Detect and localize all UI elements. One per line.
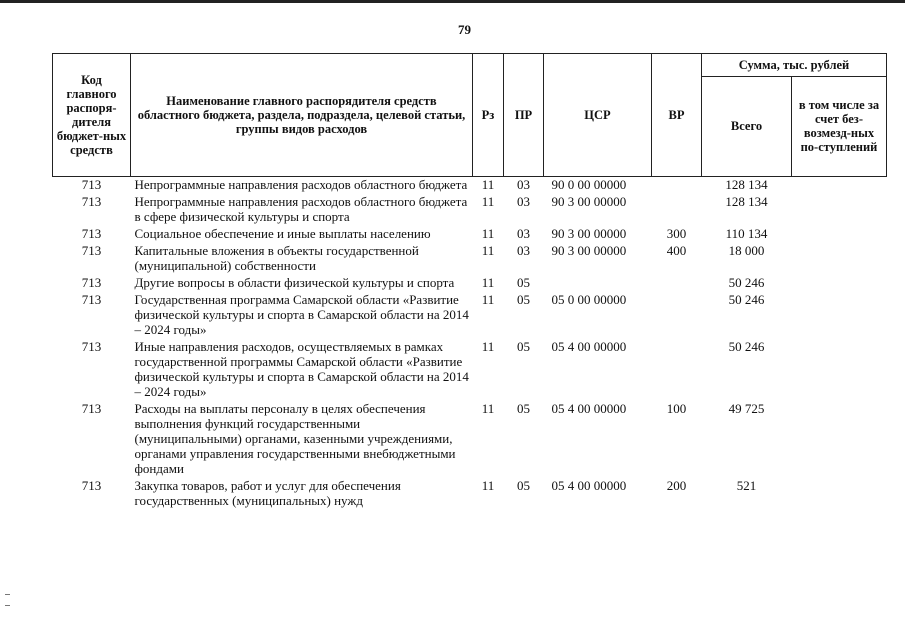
cell-rz: 11: [481, 243, 495, 258]
cell-rz: 11: [481, 194, 495, 209]
table-row: [53, 177, 887, 195]
cell-pr: 03: [517, 226, 530, 241]
cell-csr: 05 0 00 00000: [551, 292, 627, 307]
scan-artifact-mark: [5, 605, 10, 606]
cell-free: [792, 226, 887, 243]
cell-csr: 05 4 00 00000: [551, 401, 627, 416]
cell-free: [792, 194, 887, 226]
header-csr: ЦСР: [544, 54, 652, 177]
cell-pr: 03: [517, 194, 530, 209]
cell-code: 713: [81, 243, 102, 258]
cell-csr: 05 4 00 00000: [551, 478, 627, 493]
cell-code: 713: [81, 401, 102, 416]
header-code: Код главного распоря-дителя бюджет-ных средств: [53, 54, 131, 177]
cell-code: 713: [81, 478, 102, 493]
table-row: [53, 243, 887, 275]
header-vr: ВР: [652, 54, 702, 177]
cell-name: Другие вопросы в области физической культуры и спорта: [134, 275, 455, 290]
cell-rz: 11: [481, 478, 495, 493]
cell-rz: 11: [481, 177, 495, 192]
cell-rz: 11: [481, 339, 495, 354]
cell-total: 49 725: [728, 401, 765, 416]
cell-rz: 11: [481, 226, 495, 241]
cell-name: Непрограммные направления расходов областного бюджета в сфере физической культуры и спорта: [134, 194, 468, 224]
cell-vr: [652, 339, 702, 401]
cell-total: 50 246: [728, 275, 765, 290]
cell-vr: [652, 177, 702, 195]
cell-free: [792, 292, 887, 339]
top-border-line: [0, 0, 905, 3]
page-number: 79: [458, 22, 471, 37]
table-row: [53, 194, 887, 226]
table-row: [53, 478, 887, 510]
cell-free: [792, 339, 887, 401]
cell-pr: 05: [517, 292, 530, 307]
cell-total: 110 134: [725, 226, 768, 241]
cell-csr: 90 3 00 00000: [551, 194, 627, 209]
cell-rz: 11: [481, 401, 495, 416]
cell-csr: [544, 275, 652, 292]
cell-vr: 300: [666, 226, 687, 241]
header-name: Наименование главного распорядителя средств областного бюджета, раздела, подраздела, целевой статьи, группы видов расходов: [131, 54, 473, 177]
cell-total: 521: [736, 478, 757, 493]
cell-name: Расходы на выплаты персоналу в целях обеспечения выполнения функций государственными (муниципальными) органами, казенными учреждениями, органами управления государственными внебюджетными фондами: [134, 401, 456, 476]
cell-free: [792, 177, 887, 195]
cell-vr: 400: [666, 243, 687, 258]
cell-code: 713: [81, 177, 102, 192]
table-row: [53, 292, 887, 339]
table-row: [53, 226, 887, 243]
cell-csr: 90 3 00 00000: [551, 226, 627, 241]
cell-vr: 200: [666, 478, 687, 493]
cell-csr: 90 3 00 00000: [551, 243, 627, 258]
cell-total: 50 246: [728, 339, 765, 354]
cell-pr: 03: [517, 177, 530, 192]
cell-code: 713: [81, 275, 102, 290]
header-total: Всего: [702, 76, 792, 176]
cell-total: 128 134: [725, 194, 768, 209]
header-rz: Рз: [473, 54, 504, 177]
cell-code: 713: [81, 194, 102, 209]
cell-name: Государственная программа Самарской области «Развитие физической культуры и спорта в Самарской области на 2014 – 2024 годы»: [134, 292, 469, 337]
cell-code: 713: [81, 292, 102, 307]
cell-name: Капитальные вложения в объекты государственной (муниципальной) собственности: [134, 243, 419, 273]
cell-csr: 05 4 00 00000: [551, 339, 627, 354]
cell-vr: [652, 275, 702, 292]
cell-name: Социальное обеспечение и иные выплаты населению: [134, 226, 431, 241]
cell-total: 50 246: [728, 292, 765, 307]
cell-name: Иные направления расходов, осуществляемых в рамках государственной программы Самарской области «Развитие физической культуры и спорта в Самарской области на 2014 – 2024 годы»: [134, 339, 469, 399]
table-row: [53, 275, 887, 292]
cell-free: [792, 243, 887, 275]
cell-code: 713: [81, 339, 102, 354]
table-row: [53, 339, 887, 401]
cell-free: [792, 478, 887, 510]
cell-total: 18 000: [728, 243, 765, 258]
cell-vr: 100: [666, 401, 687, 416]
cell-name: Закупка товаров, работ и услуг для обеспечения государственных (муниципальных) нужд: [134, 478, 401, 508]
cell-free: [792, 275, 887, 292]
header-free: в том числе за счет без-возмезд-ных по-ступлений: [792, 76, 887, 176]
cell-pr: 05: [517, 275, 530, 290]
cell-pr: 05: [517, 478, 530, 493]
table-row: [53, 401, 887, 478]
header-pr: ПР: [504, 54, 544, 177]
budget-table: [52, 53, 887, 510]
cell-pr: 05: [517, 339, 530, 354]
table-header: [53, 54, 887, 177]
cell-total: 128 134: [725, 177, 768, 192]
cell-vr: [652, 194, 702, 226]
cell-pr: 03: [517, 243, 530, 258]
scan-artifact-mark: [5, 594, 10, 595]
cell-free: [792, 401, 887, 478]
cell-vr: [652, 292, 702, 339]
table-body: [53, 177, 887, 511]
cell-name: Непрограммные направления расходов областного бюджета: [134, 177, 468, 192]
cell-csr: 90 0 00 00000: [551, 177, 627, 192]
cell-rz: 11: [481, 275, 495, 290]
cell-pr: 05: [517, 401, 530, 416]
cell-code: 713: [81, 226, 102, 241]
header-sum: Сумма, тыс. рублей: [702, 54, 887, 77]
cell-rz: 11: [481, 292, 495, 307]
